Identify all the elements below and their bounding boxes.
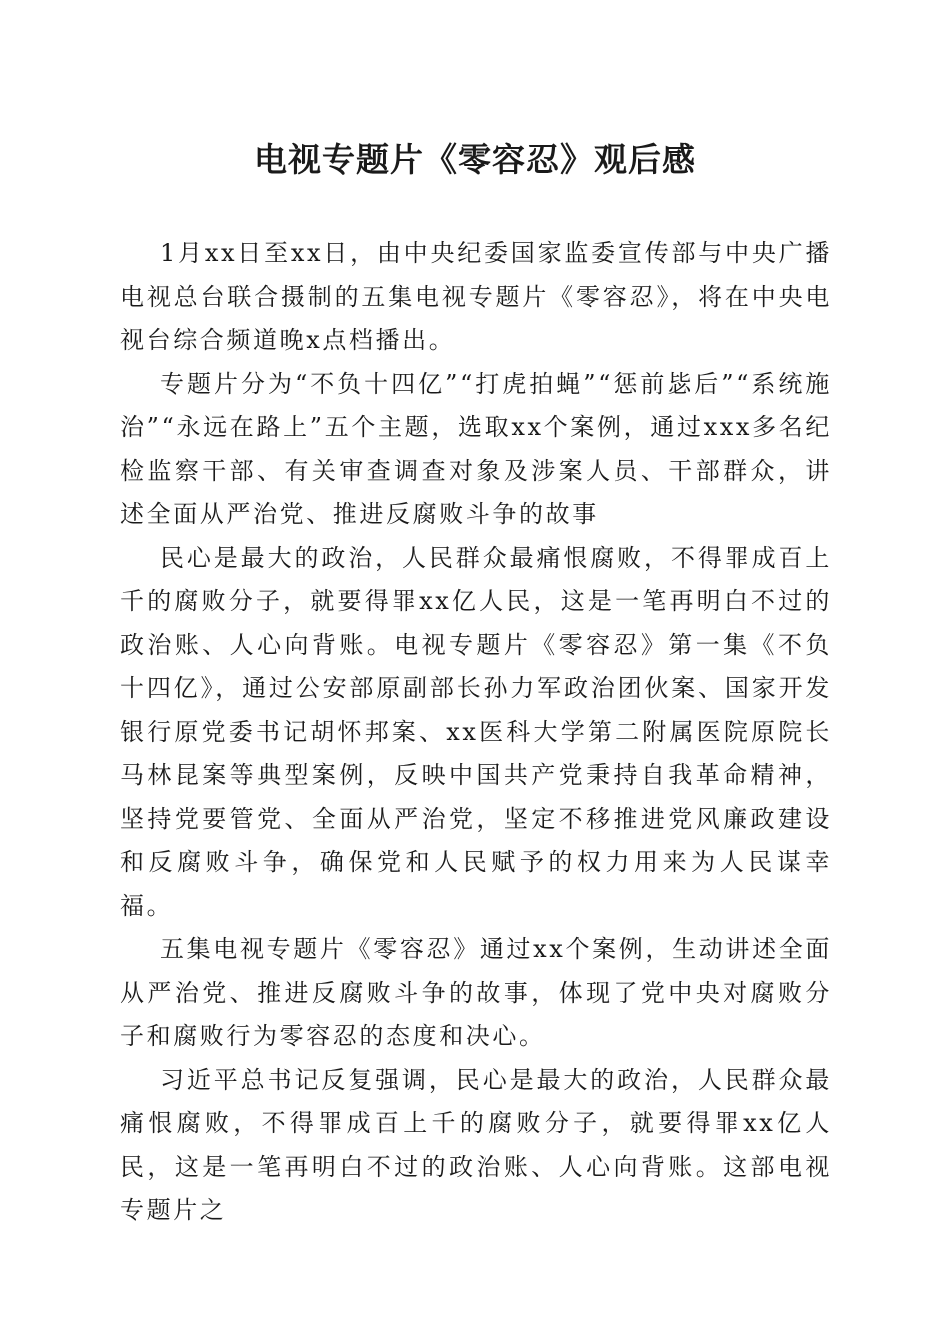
document-title: 电视专题片《零容忍》观后感: [254, 140, 696, 179]
paragraph-2: 专题片分为“不负十四亿”“打虎拍蝇”“惩前毖后”“系统施治”“永远在路上”五个主题，选取xx个案例，通过xxx多名纪检监察干部、有关审查调查对象及涉案人员、干部群众，讲述全面从严治党、推进反腐败斗争的故事: [120, 369, 832, 528]
paragraph-5: 习近平总书记反复强调，民心是最大的政治，人民群众最痛恨腐败，不得罪成百上千的腐败分子，就要得罪xx亿人民，这是一笔再明白不过的政治账、人心向背账。这部电视专题片之: [120, 1065, 832, 1224]
paragraph-3: 民心是最大的政治，人民群众最痛恨腐败，不得罪成百上千的腐败分子，就要得罪xx亿人民，这是一笔再明白不过的政治账、人心向背账。电视专题片《零容忍》第一集《不负十四亿》，通过公安部原副部长孙力军政治团伙案、国家开发银行原党委书记胡怀邦案、xx医科大学第二附属医院原院长马林昆案等典型案例，反映中国共产党秉持自我革命精神，坚持党要管党、全面从严治党，坚定不移推进党风廉政建设和反腐败斗争，确保党和人民赋予的权力用来为人民谋幸福。: [120, 543, 832, 920]
paragraph-1: 1月xx日至xx日，由中央纪委国家监委宣传部与中央广播电视总台联合摄制的五集电视专题片《零容忍》，将在中央电视台综合频道晚x点档播出。: [120, 239, 832, 354]
document-body: [120, 232, 832, 1233]
paragraph-4: 五集电视专题片《零容忍》通过xx个案例，生动讲述全面从严治党、推进反腐败斗争的故事，体现了党中央对腐败分子和腐败行为零容忍的态度和决心。: [120, 935, 832, 1050]
